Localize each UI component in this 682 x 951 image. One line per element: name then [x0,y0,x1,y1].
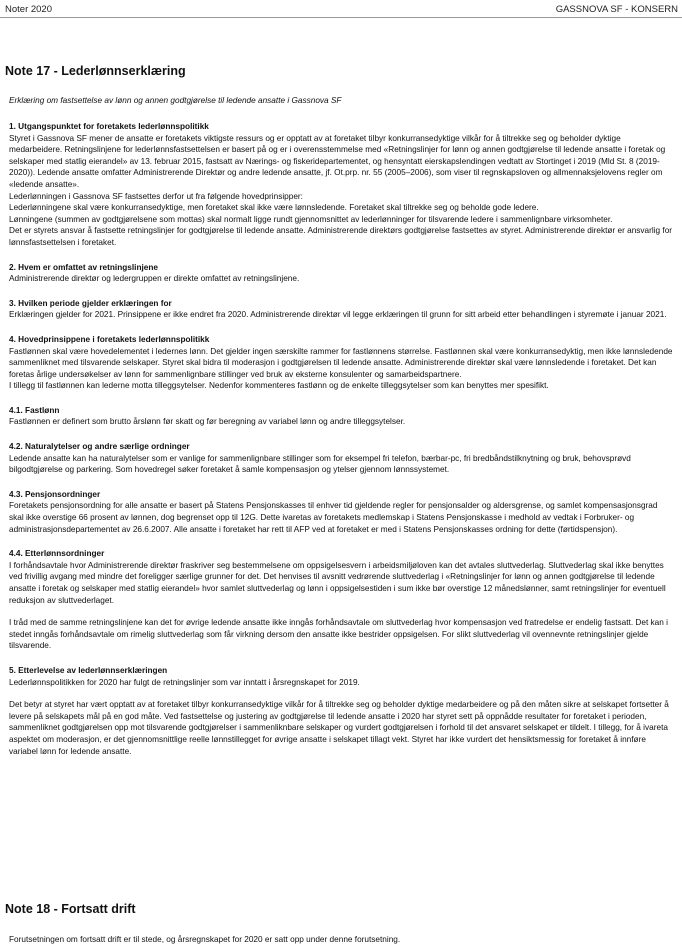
paragraph: Styret i Gassnova SF mener de ansatte er foretakets viktigste ressurs og er opptatt av at foretaket tilbyr konkurransedyktige vilkår for å tiltrekke seg og beholder dyktige medarbeidere. Retningslinjene for lederlønnsfastsettelsen er basert på og er i overensstemmelse med «Retningslinjer for lønn og annen godtgjørelse til ledende ansatte i foretak og selskaper med statlig eierandel» av 13. februar 2015, fastsatt av Nærings- og fiskeridepartementet, og hensyntatt eierskapslendingen vedtatt av Stortinget i 2019 (Mld St. 8 (2019-2020)). Ledende ansatte omfatter Administrerende Direktør og andre ledende ansatte, jf. Ot.prp. nr. 55 (2005–2006), som viser til regnskapsloven og allmennaksjelovens regler om «ledende ansatte». [9,133,666,189]
section-4-2 [9,441,673,476]
paragraph: Administrerende direktør og ledergruppen er direkte omfattet av retningslinjene. [9,274,300,284]
section-title: 3. Hvilken periode gjelder erklæringen for [9,298,172,308]
section-title: 1. Utgangspunktet for foretakets lederlønnspolitikk [9,122,209,131]
header-right: GASSNOVA SF - KONSERN [555,4,678,15]
note-18-text: Forutsetningen om fortsatt drift er til stede, og årsregnskapet for 2020 er satt opp under denne forutsetning. [9,935,401,944]
paragraph: Lederlønningen i Gassnova SF fastsettes derfor ut fra følgende hovedprinsipper: [9,191,303,201]
paragraph: Lønningene (summen av godtgjørelsene som mottas) skal normalt ligge rundt gjennomsnittet av lederlønninger for tilsvarende ledere i sammenlignbare virksomheter. [9,214,613,224]
paragraph: Foretakets pensjonsordning for alle ansatte er basert på Statens Pensjonskasses til enhver tid gjeldende regler for pensjonsalder og aldersgrense, og samlet kompensasjonsgrad skal ikke overstige 66 prosent av lønnen, dog begrenset opp til 12G. Dette ivaretas av foretakets medlemskap i Statens Pensjonskasse i medhold av vedtak i Forbruker- og administrasjonsdepartementet av 26.6.2007. Alle ansatte i foretaket har rett til AFP ved at foretaket er med i Statens Pensjonskasses ordning for dette (førtidspensjon). [9,501,658,534]
paragraph: Erklæringen gjelder for 2021. Prinsippene er ikke endret fra 2020. Administrerende direktør vil legge erklæringen til grunn for sitt arbeid etter behandlingen i styremøte i januar 2021. [9,310,667,320]
section-4 [9,334,673,392]
header-left: Noter 2020 [5,4,53,15]
note-17-intro: Erklæring om fastsettelse av lønn og annen godtgjørelse til ledende ansatte i Gassnova SF [9,96,342,105]
section-5 [9,665,673,757]
section-title: 4.2. Naturalytelser og andre særlige ordninger [9,442,190,452]
section-2 [9,262,673,285]
paragraph: I forhåndsavtale hvor Administrerende direktør fraskriver seg bestemmelsene om oppsigelsesvern i arbeidsmiljøloven kan det avtales sluttvederlag. Sluttvederlag skal ikke benyttes ved frivillig avgang med mindre det foreligger særlige grunner for det. Det henvises til avsnitt vedrørende sluttvederlag i «Retningslinjer for lønn og annen godtgjørelse til ledende ansatte i foretak og selskaper med statlig eierandel» hvor samlet sluttvederlag og lønn i oppsigelsestiden i sum ikke bør overstige 12 månedslønner, samt retningslinjer for eventuell reduksjon av sluttvederlaget. [9,560,666,605]
paragraph: Det er styrets ansvar å fastsette retningslinjer for godtgjørelse til ledende ansatte. Administrerende direktørs godtgjørelse fastsettes av styret. Administrerende direktør er ansvarlig for lønnsfastsettelsen i foretaket. [9,226,673,247]
paragraph: Lederlønnspolitikken for 2020 har fulgt de retningslinjer som var inntatt i årsregnskapet for 2019. [9,677,360,687]
note-17-content [9,121,673,770]
section-title: 2. Hvem er omfattet av retningslinjene [9,262,159,272]
section-title: 4.1. Fastlønn [9,405,60,415]
section-title: 4.4. Etterlønnsordninger [9,549,105,559]
header-rule [0,17,682,18]
note-18-title: Note 18 - Fortsatt drift [5,902,136,916]
note-17-title: Note 17 - Lederlønnserklæring [5,64,186,78]
section-3 [9,298,673,321]
paragraph: Det betyr at styret har vært opptatt av at foretaket tilbyr konkurransedyktige vilkår for å tiltrekke seg og beholder dyktige medarbeidere og på den måten sikre at selskapet fortsetter å levere på selskapets mål på en god måte. Ved fastsettelse og justering av godtgjørelse til ledende ansatte i 2020 har styret sett på oppnådde resultater for foretaket i perioden, sammenliknet godtgjørelsen opp mot tilsvarende godtgjørelser i sammenliknbare selskaper og vurdert godtgjørelsen i forhold til det ansvaret selskapet er tildelt. I tillegg, for å ivareta aspektet om moderasjon, er det gjennomsnittlige reelle lønnstillegget for øvrige ansatte i selskapet tillagt vekt. Styret har ikke vurdert det hensiktsmessig for foretaket å innføre variabel lønn for ledende ansatte. [9,700,669,756]
paragraph: Ledende ansatte kan ha naturalytelser som er vanlige for sammenlignbare stillinger som for eksempel fri telefon, bærbar-pc, fri bredbåndstilknytning og bruk, behovsprøvd bilgodtgjørelse og parkering. Som hovedregel søker foretaket å samle kompensasjon og ytelser gjennom lønnssystemet. [9,453,631,475]
paragraph: Lederlønningene skal være konkurransedyktige, men foretaket skal ikke være lønnsledende. Foretaket skal tiltrekke seg og beholde gode ledere. [9,203,539,213]
section-1 [9,121,673,249]
section-4-1 [9,405,673,428]
paragraph: Fastlønnen er definert som brutto årslønn før skatt og før beregning av variabel lønn og andre tilleggsytelser. [9,417,406,427]
paragraph: I tråd med de samme retningslinjene kan det for øvrige ledende ansatte ikke inngås forhåndsavtale om sluttvederlag hvor kompensasjon ved fratredelse er endelig fastsatt. Det kan i stedet inngås forhåndsavtale om rimelig sluttvederlag som får virkning dersom den ansatte ikke bestrider oppsigelsen. For slikt sluttvederlag vil ovennevnte retningslinjer gjelde tilsvarende. [9,618,668,651]
paragraph: Fastlønnen skal være hovedelementet i ledernes lønn. Det gjelder ingen særskilte rammer for fastlønnens størrelse. Fastlønnen skal være konkurransedyktig, men ikke lønnsledende sammenliknet med tilsvarende selskaper. Styret skal bidra til moderasjon i godtgjørelsen til ledende ansatte. Administrerende direktør skal være lønnsledende i foretaket. Det kan foretas årlige undersøkelser av lønn for sammenlignbare stillinger ved bruk av eksterne konsulenter og samarbeidspartnere. [9,346,673,379]
paragraph: I tillegg til fastlønnen kan lederne motta tilleggsytelser. Nedenfor kommenteres fastlønn og de enkelte tilleggsytelser som kan benyttes mer spesifikt. [9,381,549,391]
section-title: 4.3. Pensjonsordninger [9,489,101,499]
section-title: 5. Etterlevelse av lederlønnserklæringen [9,665,168,675]
section-4-3 [9,489,673,535]
section-4-4 [9,548,673,652]
section-title: 4. Hovedprinsippene i foretakets lederlønnspolitikk [9,334,210,344]
